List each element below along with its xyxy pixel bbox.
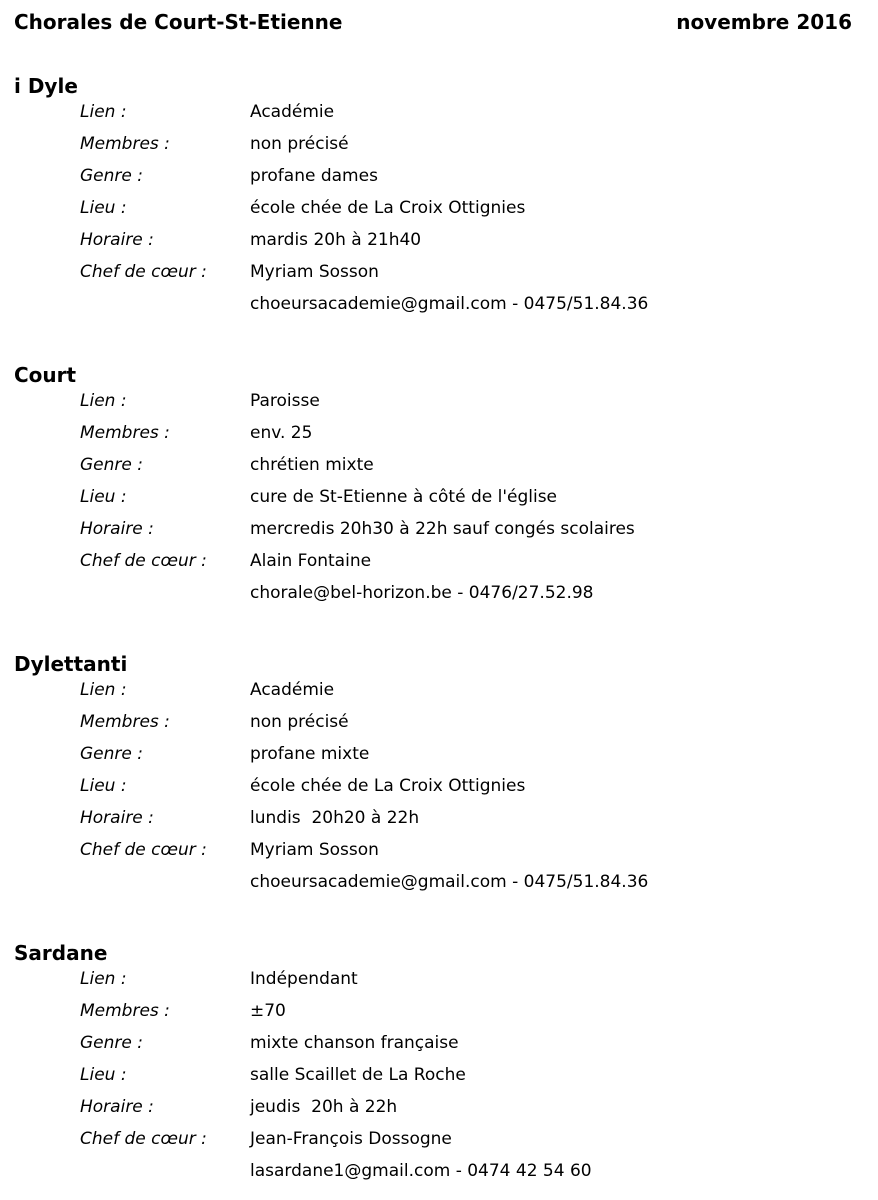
value-contact: choeursacademie@gmail.com - 0475/51.84.36 [250,872,649,892]
row-lien [0,389,878,421]
label-lien: Lien : [80,102,127,122]
row-membres [0,132,878,164]
document-header [14,8,852,38]
value-genre: profane mixte [250,744,370,764]
value-lieu: cure de St-Etienne à côté de l'église [250,487,558,507]
row-genre [0,742,878,774]
value-lien: Académie [250,680,335,700]
value-membres: non précisé [250,712,349,732]
row-contact [0,1159,878,1191]
value-genre: mixte chanson française [250,1033,459,1053]
value-lieu: école chée de La Croix Ottignies [250,776,526,796]
row-lien [0,678,878,710]
value-lien: Paroisse [250,391,320,411]
label-membres: Membres : [80,712,170,732]
choir-name: i Dyle [14,74,78,98]
label-horaire: Horaire : [80,519,154,539]
label-membres: Membres : [80,423,170,443]
row-genre [0,1031,878,1063]
label-chef: Chef de cœur : [80,1129,207,1149]
row-genre [0,453,878,485]
label-lieu: Lieu : [80,198,127,218]
row-contact [0,870,878,902]
value-contact: lasardane1@gmail.com - 0474 42 54 60 [250,1161,592,1181]
row-genre [0,164,878,196]
value-lieu: école chée de La Croix Ottignies [250,198,526,218]
value-horaire: jeudis 20h à 22h [250,1097,398,1117]
row-lieu [0,196,878,228]
label-lieu: Lieu : [80,487,127,507]
value-lien: Indépendant [250,969,358,989]
value-horaire: mardis 20h à 21h40 [250,230,422,250]
label-chef: Chef de cœur : [80,840,207,860]
value-chef: Myriam Sosson [250,262,379,282]
label-genre: Genre : [80,744,143,764]
value-genre: profane dames [250,166,378,186]
label-lien: Lien : [80,680,127,700]
value-chef: Myriam Sosson [250,840,379,860]
label-genre: Genre : [80,166,143,186]
label-chef: Chef de cœur : [80,262,207,282]
row-horaire [0,517,878,549]
value-chef: Alain Fontaine [250,551,372,571]
row-chef [0,260,878,292]
label-horaire: Horaire : [80,808,154,828]
row-lieu [0,774,878,806]
value-membres: ±70 [250,1001,286,1021]
value-horaire: lundis 20h20 à 22h [250,808,420,828]
label-lien: Lien : [80,969,127,989]
row-membres [0,421,878,453]
label-lien: Lien : [80,391,127,411]
label-genre: Genre : [80,455,143,475]
row-lien [0,967,878,999]
row-contact [0,581,878,613]
row-membres [0,999,878,1031]
value-chef: Jean-François Dossogne [250,1129,452,1149]
label-horaire: Horaire : [80,1097,154,1117]
value-horaire: mercredis 20h30 à 22h sauf congés scolaires [250,519,635,539]
value-contact: choeursacademie@gmail.com - 0475/51.84.36 [250,294,649,314]
choir-name: Sardane [14,941,108,965]
row-lieu [0,485,878,517]
row-lien [0,100,878,132]
value-lieu: salle Scaillet de La Roche [250,1065,466,1085]
row-horaire [0,228,878,260]
document-date: novembre 2016 [676,10,852,34]
label-membres: Membres : [80,134,170,154]
label-horaire: Horaire : [80,230,154,250]
row-lieu [0,1063,878,1095]
value-membres: non précisé [250,134,349,154]
document-title: Chorales de Court-St-Etienne [14,10,343,34]
label-chef: Chef de cœur : [80,551,207,571]
row-contact [0,292,878,324]
value-genre: chrétien mixte [250,455,374,475]
label-lieu: Lieu : [80,776,127,796]
row-chef [0,838,878,870]
choir-name: Dylettanti [14,652,128,676]
row-membres [0,710,878,742]
label-lieu: Lieu : [80,1065,127,1085]
value-membres: env. 25 [250,423,313,443]
row-horaire [0,1095,878,1127]
row-horaire [0,806,878,838]
row-chef [0,549,878,581]
label-membres: Membres : [80,1001,170,1021]
value-lien: Académie [250,102,335,122]
value-contact: chorale@bel-horizon.be - 0476/27.52.98 [250,583,594,603]
label-genre: Genre : [80,1033,143,1053]
row-chef [0,1127,878,1159]
choir-name: Court [14,363,77,387]
